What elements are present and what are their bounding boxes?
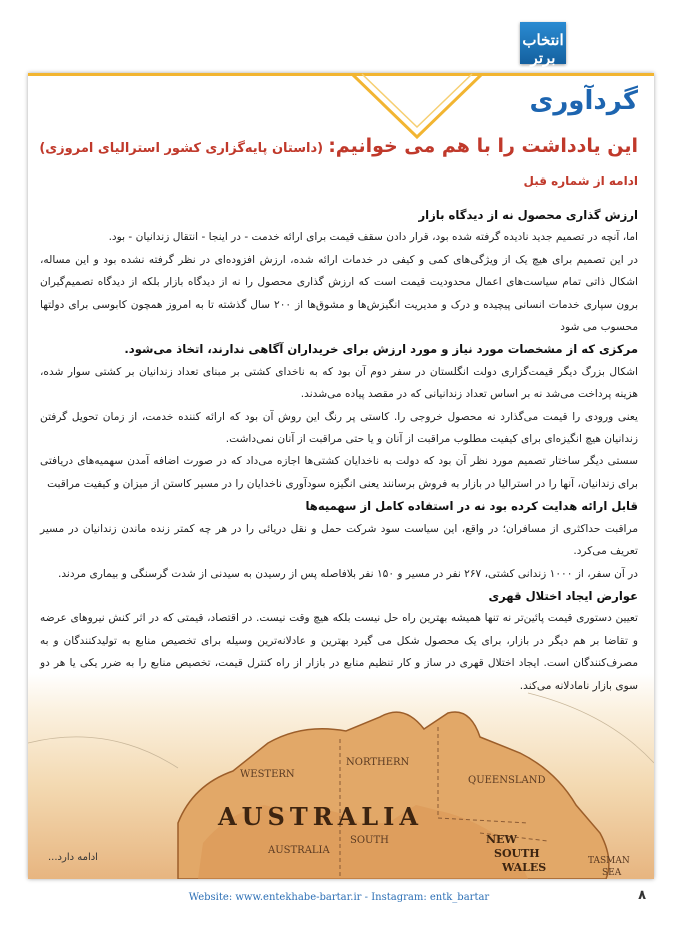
article-subheading: قابل ارائه هدایت کرده بود نه در استفاده کامل از سهمیه‌ها <box>305 499 638 514</box>
continued-from-label: ادامه از شماره قبل <box>523 174 638 188</box>
headline-sub: (داستان پایه‌گزاری کشور استرالیای امروزی) <box>39 141 324 156</box>
article-paragraph: اشکال بزرگ دیگر قیمت‌گزاری دولت انگلستان در سفر دوم آن بود که به ناخدای کشتی بر مبنای تعداد زندانیان بر کشتی سوار شده، هزینه پرداخت می‌شد نه بر اساس تعداد زندانیانی که در مقصد پیاده می‌شدند. <box>40 365 638 401</box>
section-title: گردآوری <box>529 86 638 116</box>
australia-map-image <box>28 673 654 879</box>
brand-logo <box>520 22 566 67</box>
page-number: ۸ <box>638 888 646 903</box>
article-subheading: عوارض ایجاد اختلال قهری <box>488 588 638 603</box>
article-subheading: ارزش گذاری محصول نه از دیدگاه بازار <box>418 208 638 222</box>
map-label-queensland: QUEENSLAND <box>468 775 546 786</box>
article-paragraph: مراقبت حداکثری از مسافران؛ در واقع، این سیاست سود شرکت حمل و نقل دریائی را در هر چه کمتر زنده ماندن زندانیان در مسیر تعریف می‌کرد. <box>40 522 638 558</box>
map-label-western: WESTERN <box>240 769 295 780</box>
to-be-continued: ادامه دارد... <box>48 852 98 863</box>
headline-main: این یادداشت را با هم می خوانیم: <box>328 135 638 157</box>
article-paragraph: یعنی ورودی را قیمت می‌گذارد نه محصول خروجی را. کاستی پر رنگ این روش آن بود که ارائه کننده خدمت، از زمان تحویل گرفتن زندانیان هیچ انگیزه‌ای برای کیفیت مطلوب مراقبت از آنان و یا حتی مراقبت از آنان نمی‌داشت. <box>40 410 638 446</box>
map-label-australia-2: AUSTRALIA <box>268 845 330 856</box>
article-subheading: مرکزی که از مشخصات مورد نیاز و مورد ارزش برای خریداران آگاهی ندارند، اتخاذ می‌شود. <box>124 342 638 357</box>
article-paragraph: در این تصمیم برای هیچ یک از ویژگی‌های کمی و کیفی در خدمات ارائه شده، ارزش افزوده‌ای در نظر گرفته نشده بود و این مساله، اشکال ذاتی تمام سیاست‌های اعمال محدودیت قیمت است که ارزش گذاری محصول را نه از دیدگاه بازار بلکه از دیدگاه تصمیم‌گیران برون سپاری خدمات انسانی پیچیده و درک و مدیریت انگیزش‌ها و مشوق‌ها از ۲۰۰ سال گذشته تا به امروز همچون کابوسی برای دولتها محسوب می شود <box>40 253 639 334</box>
map-label-tasman: TASMAN <box>588 856 630 866</box>
map-label-south: SOUTH <box>350 835 389 846</box>
article-paragraph: در آن سفر، از ۱۰۰۰ زندانی کشتی، ۲۶۷ نفر در مسیر و ۱۵۰ نفر بلافاصله پس از رسیدن به سیدنی از شدت گرسنگی و بیماری مردند. <box>57 567 638 580</box>
footer-website: Website: www.entekhabe-bartar.ir - Instagram: entk_bartar <box>188 892 490 903</box>
top-rule <box>28 73 654 76</box>
map-label-northern: NORTHERN <box>346 757 410 768</box>
map-label-australia-1: AUSTRALIA <box>218 802 424 831</box>
map-label-sea: SEA <box>602 868 622 878</box>
article-paragraph: تعیین دستوری قیمت پائین‌تر نه تنها همیشه بهترین راه حل نیست بلکه هیچ وقت نیست. در اقتصاد، قیمتی که در اثر کنش نیروهای عرضه و تقاضا بر هم دیگر در بازار، برای یک محصول شکل می گیرد بهترین و عادلانه‌ترین وسیله برای تخصیص منابع به تولیدکنندگان و به مصرف‌کنندگان است. ایجاد اختلال قهری در ساز و کار تنظیم منابع در بازار از راه کنترل قیمت، تخصیص منابع را به ضرر یکی یا هر دو سوی بازار نامادلانه می‌کند. <box>40 612 638 692</box>
map-label-nsw-south: SOUTH <box>494 847 540 860</box>
brand-logo-text: انتخاب برتر <box>522 31 564 67</box>
map-label-wales: WALES <box>502 861 547 874</box>
article-paragraph: اما، آنچه در تصمیم جدید نادیده گرفته شده بود، قرار دادن سقف قیمت برای ارائه خدمت - در اینجا - انتقال زندانیان - بود. <box>108 231 638 244</box>
map-label-new: NEW <box>486 833 517 846</box>
map-graphic <box>28 673 654 879</box>
article-headline <box>38 135 638 157</box>
article-paragraph: سستی دیگر ساختار تصمیم مورد نظر آن بود که دولت به ناخدایان کشتی‌ها اجازه می‌داد که در صورت اضافه آمدن سهمیه‌های دریافتی برای زندانیان، آنها را در استرالیا در بازار به فروش برسانند یعنی انگیزه سودآوری ناخدایان را در مسیر کاستن از میزان و کیفیت مراقبت <box>40 455 638 490</box>
article-body <box>40 204 638 697</box>
